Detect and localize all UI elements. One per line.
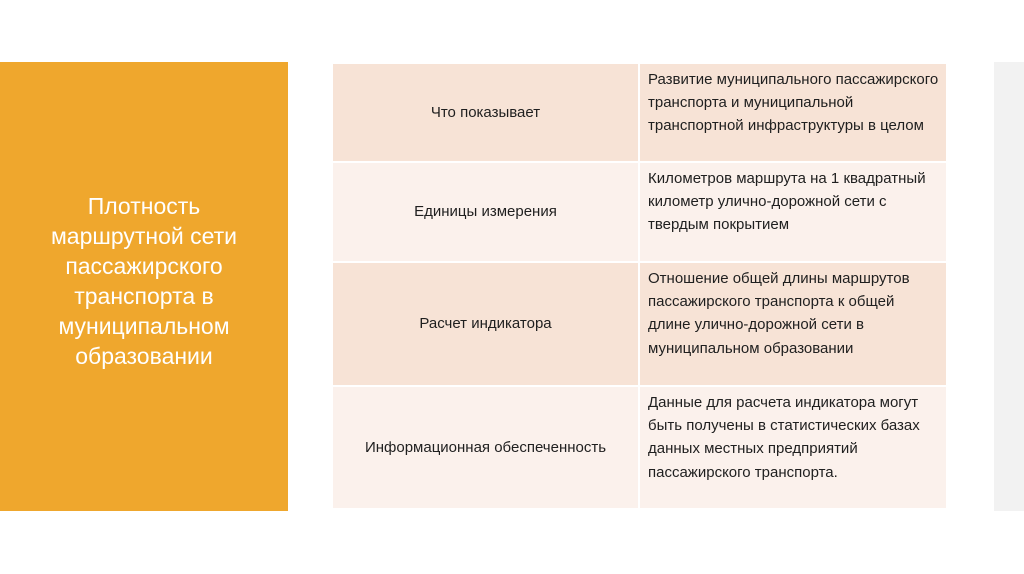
title-panel [0, 62, 288, 511]
table-row-label: Что показывает [333, 64, 640, 163]
side-decoration [994, 62, 1024, 511]
indicator-table [333, 64, 948, 510]
table-row-label: Расчет индикатора [333, 263, 640, 387]
table-row-description: Отношение общей длины маршрутов пассажирского транспорта к общей длине улично-дорожной сети в муниципальном образовании [640, 263, 948, 387]
table-row-description: Километров маршрута на 1 квадратный километр улично-дорожной сети с твердым покрытием [640, 163, 948, 263]
table-row-description: Развитие муниципального пассажирского транспорта и муниципальной транспортной инфраструктуры в целом [640, 64, 948, 163]
table-row-description: Данные для расчета индикатора могут быть получены в статистических базах данных местных предприятий пассажирского транспорта. [640, 387, 948, 510]
table-row-label: Единицы измерения [333, 163, 640, 263]
slide-title: Плотность маршрутной сети пассажирского транспорта в муниципальном образовании [50, 192, 238, 369]
table-row-label: Информационная обеспеченность [333, 387, 640, 510]
